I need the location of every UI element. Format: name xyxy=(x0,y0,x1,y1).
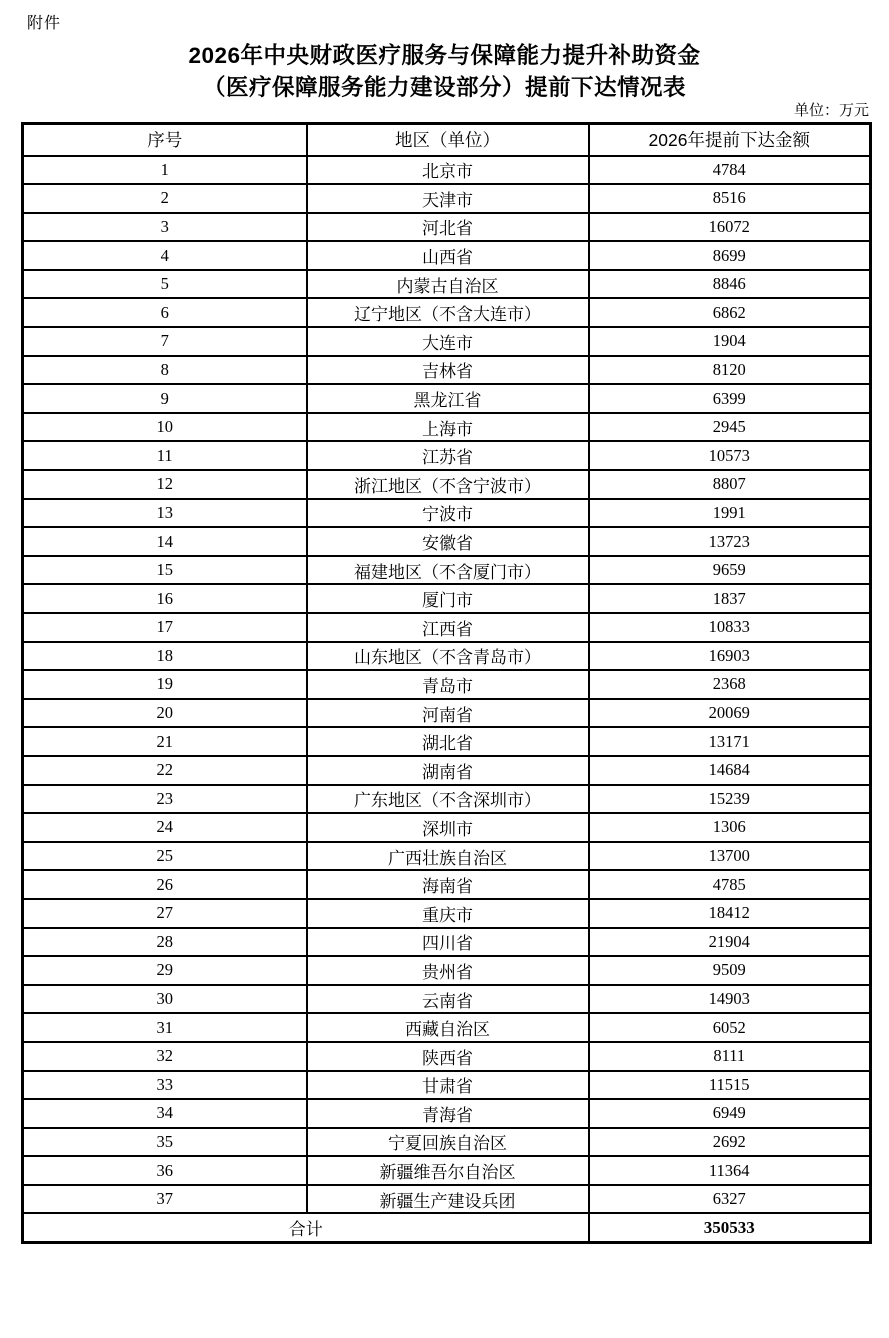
table-row xyxy=(23,1071,871,1100)
table-header xyxy=(23,124,871,156)
table-row xyxy=(23,270,871,299)
cell-amount: 14684 xyxy=(589,756,871,785)
cell-region: 西藏自治区 xyxy=(307,1013,589,1042)
cell-no: 18 xyxy=(23,642,307,671)
cell-no: 33 xyxy=(23,1071,307,1100)
attachment-label: 附件 xyxy=(27,15,62,32)
cell-amount: 1837 xyxy=(589,584,871,613)
cell-amount: 13723 xyxy=(589,527,871,556)
cell-no: 27 xyxy=(23,899,307,928)
cell-no: 1 xyxy=(23,156,307,185)
cell-region: 内蒙古自治区 xyxy=(307,270,589,299)
cell-region: 湖北省 xyxy=(307,727,589,756)
cell-region: 重庆市 xyxy=(307,899,589,928)
cell-region: 辽宁地区（不含大连市） xyxy=(307,298,589,327)
cell-region: 宁夏回族自治区 xyxy=(307,1128,589,1157)
cell-amount: 6862 xyxy=(589,298,871,327)
table-row xyxy=(23,842,871,871)
cell-amount: 4785 xyxy=(589,870,871,899)
cell-region: 山西省 xyxy=(307,241,589,270)
cell-amount: 2692 xyxy=(589,1128,871,1157)
cell-amount: 13171 xyxy=(589,727,871,756)
cell-no: 7 xyxy=(23,327,307,356)
cell-no: 11 xyxy=(23,441,307,470)
table-row xyxy=(23,527,871,556)
cell-no: 10 xyxy=(23,413,307,442)
table-row xyxy=(23,785,871,814)
cell-amount: 9659 xyxy=(589,556,871,585)
cell-amount: 2945 xyxy=(589,413,871,442)
table-row xyxy=(23,584,871,613)
table-row xyxy=(23,441,871,470)
cell-region: 云南省 xyxy=(307,985,589,1014)
cell-no: 6 xyxy=(23,298,307,327)
table-row xyxy=(23,241,871,270)
table-row xyxy=(23,870,871,899)
table-row xyxy=(23,213,871,242)
cell-no: 16 xyxy=(23,584,307,613)
table-row xyxy=(23,813,871,842)
table-row xyxy=(23,156,871,185)
cell-region: 浙江地区（不含宁波市） xyxy=(307,470,589,499)
cell-region: 黑龙江省 xyxy=(307,384,589,413)
cell-no: 8 xyxy=(23,356,307,385)
table-row xyxy=(23,413,871,442)
cell-region: 甘肃省 xyxy=(307,1071,589,1100)
header-row xyxy=(23,124,871,156)
cell-no: 23 xyxy=(23,785,307,814)
table-row xyxy=(23,384,871,413)
page-title xyxy=(0,40,889,104)
cell-amount: 8807 xyxy=(589,470,871,499)
cell-amount: 1904 xyxy=(589,327,871,356)
table-row xyxy=(23,499,871,528)
cell-amount: 9509 xyxy=(589,956,871,985)
cell-region: 新疆维吾尔自治区 xyxy=(307,1156,589,1185)
table-row xyxy=(23,1128,871,1157)
table-row xyxy=(23,956,871,985)
table-row xyxy=(23,298,871,327)
cell-amount: 15239 xyxy=(589,785,871,814)
funding-table xyxy=(21,122,872,1244)
table-row xyxy=(23,1185,871,1214)
cell-no: 3 xyxy=(23,213,307,242)
cell-region: 宁波市 xyxy=(307,499,589,528)
cell-region: 广西壮族自治区 xyxy=(307,842,589,871)
table-row xyxy=(23,1013,871,1042)
table-row xyxy=(23,1099,871,1128)
cell-region: 江西省 xyxy=(307,613,589,642)
cell-region: 大连市 xyxy=(307,327,589,356)
cell-no: 35 xyxy=(23,1128,307,1157)
table-row xyxy=(23,356,871,385)
cell-amount: 18412 xyxy=(589,899,871,928)
cell-region: 新疆生产建设兵团 xyxy=(307,1185,589,1214)
col-header-region: 地区（单位） xyxy=(307,124,589,156)
cell-amount: 8516 xyxy=(589,184,871,213)
table-row xyxy=(23,1156,871,1185)
cell-no: 20 xyxy=(23,699,307,728)
cell-region: 河南省 xyxy=(307,699,589,728)
unit-note: 单位：万元 xyxy=(793,103,869,119)
cell-no: 17 xyxy=(23,613,307,642)
cell-amount: 13700 xyxy=(589,842,871,871)
cell-region: 青岛市 xyxy=(307,670,589,699)
cell-amount: 8699 xyxy=(589,241,871,270)
cell-no: 37 xyxy=(23,1185,307,1214)
cell-amount: 16903 xyxy=(589,642,871,671)
cell-region: 吉林省 xyxy=(307,356,589,385)
cell-no: 36 xyxy=(23,1156,307,1185)
cell-region: 安徽省 xyxy=(307,527,589,556)
cell-amount: 4784 xyxy=(589,156,871,185)
cell-region: 上海市 xyxy=(307,413,589,442)
table-row xyxy=(23,928,871,957)
cell-region: 厦门市 xyxy=(307,584,589,613)
cell-no: 21 xyxy=(23,727,307,756)
cell-amount: 6052 xyxy=(589,1013,871,1042)
cell-region: 福建地区（不含厦门市） xyxy=(307,556,589,585)
cell-amount: 11364 xyxy=(589,1156,871,1185)
col-header-no: 序号 xyxy=(23,124,307,156)
cell-region: 四川省 xyxy=(307,928,589,957)
cell-no: 34 xyxy=(23,1099,307,1128)
cell-no: 26 xyxy=(23,870,307,899)
cell-no: 25 xyxy=(23,842,307,871)
table-footer xyxy=(23,1213,871,1242)
cell-no: 14 xyxy=(23,527,307,556)
cell-amount: 8846 xyxy=(589,270,871,299)
cell-no: 29 xyxy=(23,956,307,985)
cell-region: 北京市 xyxy=(307,156,589,185)
cell-no: 32 xyxy=(23,1042,307,1071)
table-row xyxy=(23,556,871,585)
cell-no: 9 xyxy=(23,384,307,413)
table-row xyxy=(23,327,871,356)
cell-no: 24 xyxy=(23,813,307,842)
cell-region: 贵州省 xyxy=(307,956,589,985)
cell-no: 30 xyxy=(23,985,307,1014)
table-row xyxy=(23,899,871,928)
cell-no: 13 xyxy=(23,499,307,528)
table-row xyxy=(23,985,871,1014)
total-label: 合计 xyxy=(23,1213,589,1242)
cell-no: 19 xyxy=(23,670,307,699)
cell-no: 31 xyxy=(23,1013,307,1042)
cell-amount: 10833 xyxy=(589,613,871,642)
col-header-amount: 2026年提前下达金额 xyxy=(589,124,871,156)
table-row xyxy=(23,670,871,699)
cell-no: 2 xyxy=(23,184,307,213)
cell-region: 海南省 xyxy=(307,870,589,899)
cell-region: 河北省 xyxy=(307,213,589,242)
cell-amount: 1306 xyxy=(589,813,871,842)
cell-amount: 11515 xyxy=(589,1071,871,1100)
table-row xyxy=(23,699,871,728)
table-row xyxy=(23,613,871,642)
cell-no: 28 xyxy=(23,928,307,957)
cell-amount: 21904 xyxy=(589,928,871,957)
title-line-1: 2026年中央财政医疗服务与保障能力提升补助资金 xyxy=(188,43,701,68)
cell-amount: 14903 xyxy=(589,985,871,1014)
cell-region: 山东地区（不含青岛市） xyxy=(307,642,589,671)
table-row xyxy=(23,642,871,671)
cell-no: 5 xyxy=(23,270,307,299)
total-row xyxy=(23,1213,871,1242)
cell-no: 4 xyxy=(23,241,307,270)
cell-no: 22 xyxy=(23,756,307,785)
table-row xyxy=(23,1042,871,1071)
cell-region: 湖南省 xyxy=(307,756,589,785)
cell-amount: 10573 xyxy=(589,441,871,470)
table-body xyxy=(23,156,871,1214)
cell-amount: 2368 xyxy=(589,670,871,699)
cell-amount: 6327 xyxy=(589,1185,871,1214)
cell-amount: 6949 xyxy=(589,1099,871,1128)
cell-region: 天津市 xyxy=(307,184,589,213)
cell-region: 深圳市 xyxy=(307,813,589,842)
cell-region: 青海省 xyxy=(307,1099,589,1128)
cell-region: 陕西省 xyxy=(307,1042,589,1071)
cell-amount: 1991 xyxy=(589,499,871,528)
cell-no: 12 xyxy=(23,470,307,499)
cell-no: 15 xyxy=(23,556,307,585)
table-row xyxy=(23,184,871,213)
table-row xyxy=(23,756,871,785)
cell-region: 广东地区（不含深圳市） xyxy=(307,785,589,814)
cell-amount: 16072 xyxy=(589,213,871,242)
cell-amount: 8120 xyxy=(589,356,871,385)
cell-amount: 6399 xyxy=(589,384,871,413)
cell-amount: 8111 xyxy=(589,1042,871,1071)
cell-region: 江苏省 xyxy=(307,441,589,470)
cell-amount: 20069 xyxy=(589,699,871,728)
table-row xyxy=(23,470,871,499)
table-row xyxy=(23,727,871,756)
total-amount: 350533 xyxy=(589,1213,871,1242)
title-line-2: （医疗保障服务能力建设部分）提前下达情况表 xyxy=(202,75,686,100)
